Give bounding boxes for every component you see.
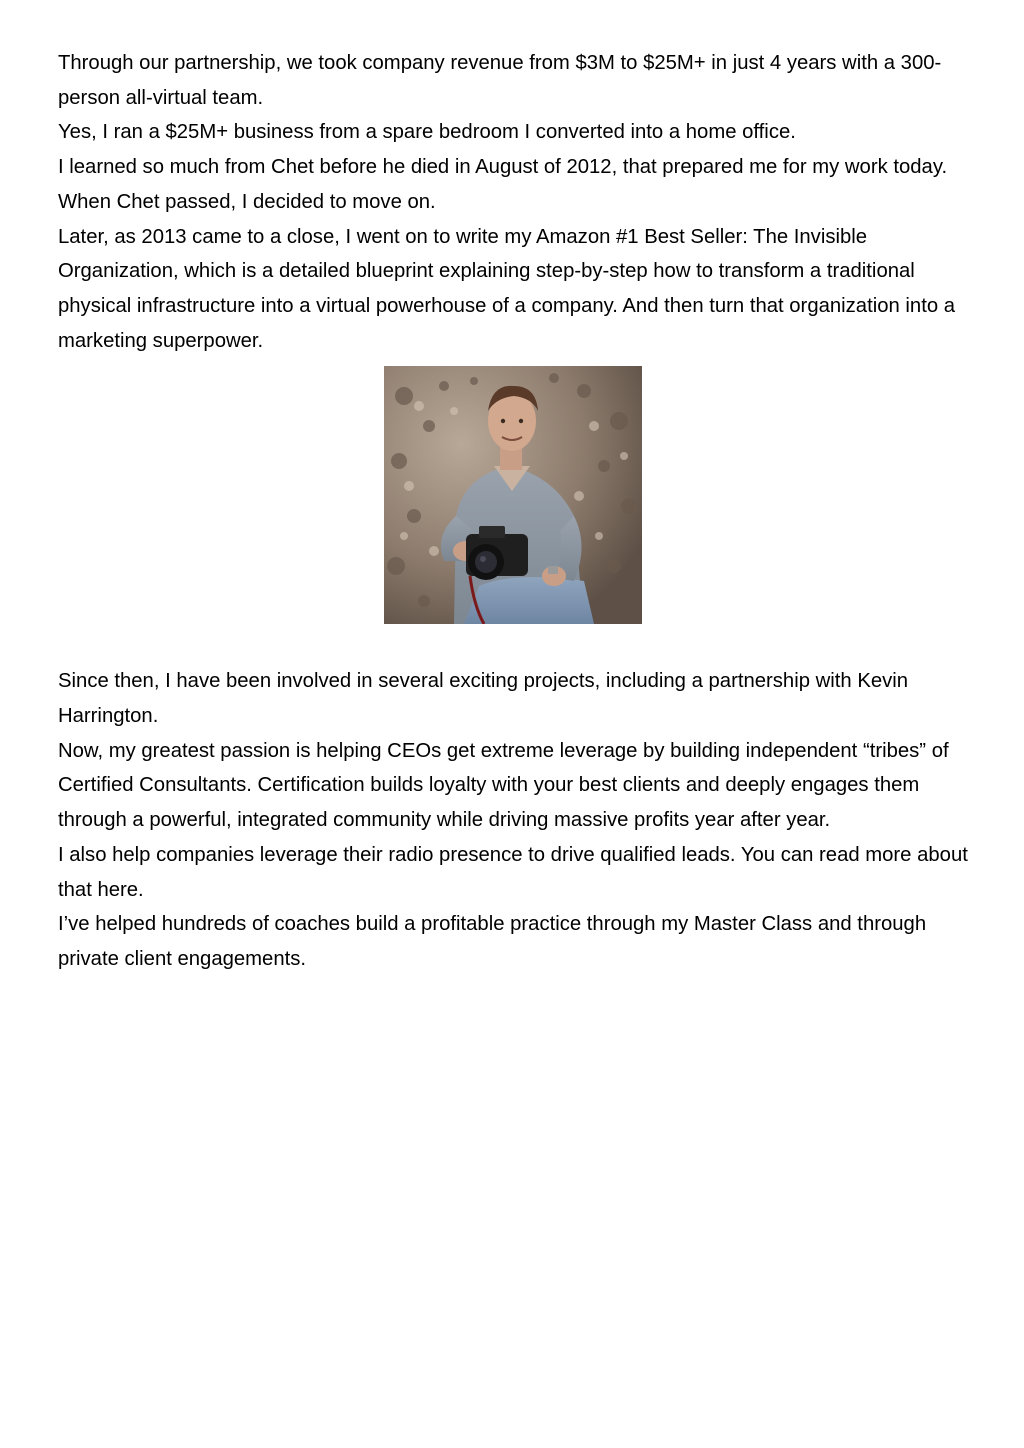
photo-container (58, 366, 968, 624)
paragraph-since-then: Since then, I have been involved in several exciting projects, including a partnership with Kevin Harrington. (58, 670, 909, 728)
paragraph-invisible-organization: Later, as 2013 came to a close, I went on to write my Amazon #1 Best Seller: The Invisible Organization, which is a detailed blueprint explaining step-by-step how to transform a traditional physical infrastructure into a virtual powerhouse of a company. And then turn that organization into a marketing superpower. (58, 225, 956, 352)
paragraph-master-class: I’ve helped hundreds of coaches build a profitable practice through my Master Class and through private client engagements. (58, 913, 927, 970)
document-page (58, 46, 968, 977)
paragraph-partnership: Through our partnership, we took company revenue from $3M to $25M+ in just 4 years with a 300-person all-virtual team. (58, 52, 942, 109)
paragraph-greatest-passion: Now, my greatest passion is helping CEOs get extreme leverage by building independent “tribes” of Certified Consultants. Certification builds loyalty with your best clients and deeply engages them through a powerful, integrated community while driving massive profits year after year. (58, 739, 949, 832)
paragraph-spare-bedroom: Yes, I ran a $25M+ business from a spare bedroom I converted into a home office. (58, 121, 796, 144)
author-photo (384, 366, 642, 624)
paragraph-chet: I learned so much from Chet before he died in August of 2012, that prepared me for my work today. When Chet passed, I decided to move on. (58, 156, 948, 213)
paragraph-radio-presence: I also help companies leverage their radio presence to drive qualified leads. You can read more about that here. (58, 843, 968, 901)
